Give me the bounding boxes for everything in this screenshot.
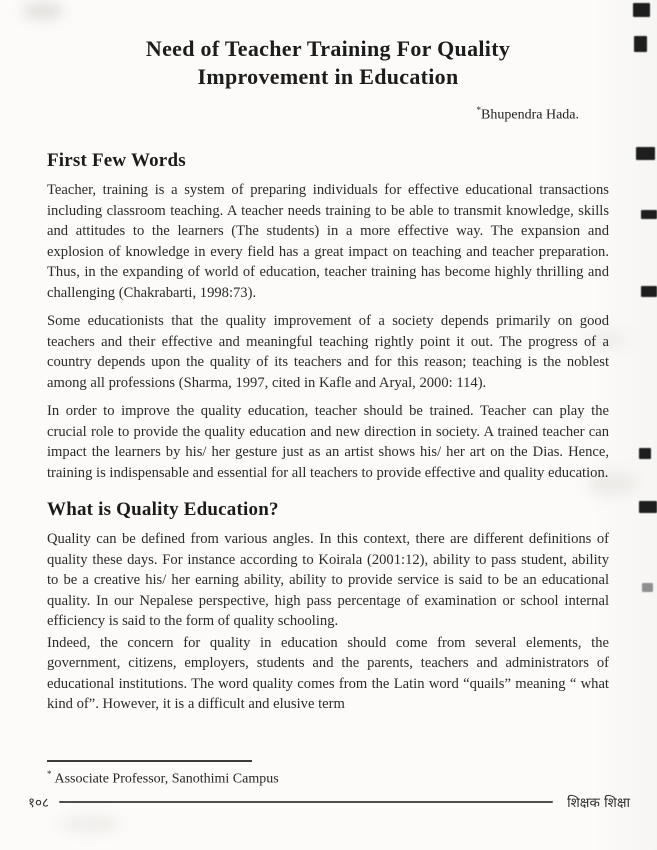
footnote-text: Associate Professor, Sanothimi Campus <box>54 771 279 787</box>
scan-mark <box>633 3 650 17</box>
footer-rule <box>59 801 553 803</box>
paragraph: Quality can be defined from various angles. In this context, there are different definitions of quality these days. For instance according to Koirala (2001:12), ability to pass student, ability to be a creative his/ her earning ability, ability to provide service is said to be an educational quality. In our Nepalese perspective, high pass percentage of examination or school internal efficiency is said to the form of quality schooling. <box>47 531 609 630</box>
paragraph: Teacher, training is a system of preparing individuals for effective educational transactions including classroom teaching. A teacher needs training to be able to transmit knowledge, skills and attitudes to the learners (The students) in a more effective way. The expansion and explosion of knowledge in every field has a great impact on teaching and teacher preparation. Thus, in the expanding of world of education, teacher training has become highly thrilling and challenging (Chakrabarti, 1998:73). <box>47 182 609 301</box>
scan-smudge <box>60 815 120 833</box>
scan-mark <box>641 210 657 219</box>
scan-mark <box>634 36 647 52</box>
author-name: Bhupendra Hada. <box>481 108 579 124</box>
page-footer <box>28 793 630 811</box>
scan-mark <box>639 501 657 513</box>
scan-mark <box>639 448 651 459</box>
scan-mark <box>641 286 657 297</box>
scan-smudge <box>22 2 64 20</box>
heading-what-is-quality-education: What is Quality Education? <box>47 499 279 521</box>
author-footnote-marker: * <box>476 105 482 116</box>
scan-mark <box>636 147 655 160</box>
footnote-divider <box>47 760 252 762</box>
journal-title: शिक्षक शिक्षा <box>567 795 630 811</box>
author-byline <box>47 105 609 124</box>
title-line-1: Need of Teacher Training For Quality <box>145 35 511 61</box>
article-content <box>47 20 609 715</box>
footnote <box>47 769 609 788</box>
paragraph: In order to improve the quality education, teacher should be trained. Teacher can play the crucial role to provide the quality education and new direction in society. A trained teacher can impact the learners by his/ her gesture just as an artist shows his/ her art on the Dias. Hence, training is indispensable and essential for all teachers to provide effective and quality education. <box>47 403 609 481</box>
footnote-block <box>47 760 609 788</box>
footnote-marker: * <box>47 769 52 779</box>
paragraph: Indeed, the concern for quality in education should come from several elements, the government, citizens, employers, students and the parents, teachers and administrators of educational institutions. The word quality comes from the Latin word “quails” meaning “ what kind of”. However, it is a difficult and elusive term <box>47 634 609 713</box>
page-title <box>47 35 609 91</box>
scan-mark <box>642 583 653 592</box>
paragraph: Some educationists that the quality improvement of a society depends primarily on good teachers and their effective and meaningful teaching rightly point it out. The progress of a country depends upon the quality of its teachers and for this reason; teaching is the noblest among all professions (Sharma, 1997, cited in Kafle and Aryal, 2000: 114). <box>47 313 609 391</box>
title-line-2: Improvement in Education <box>197 63 459 89</box>
page-number: १०८ <box>28 795 50 811</box>
heading-first-few-words: First Few Words <box>47 150 186 172</box>
